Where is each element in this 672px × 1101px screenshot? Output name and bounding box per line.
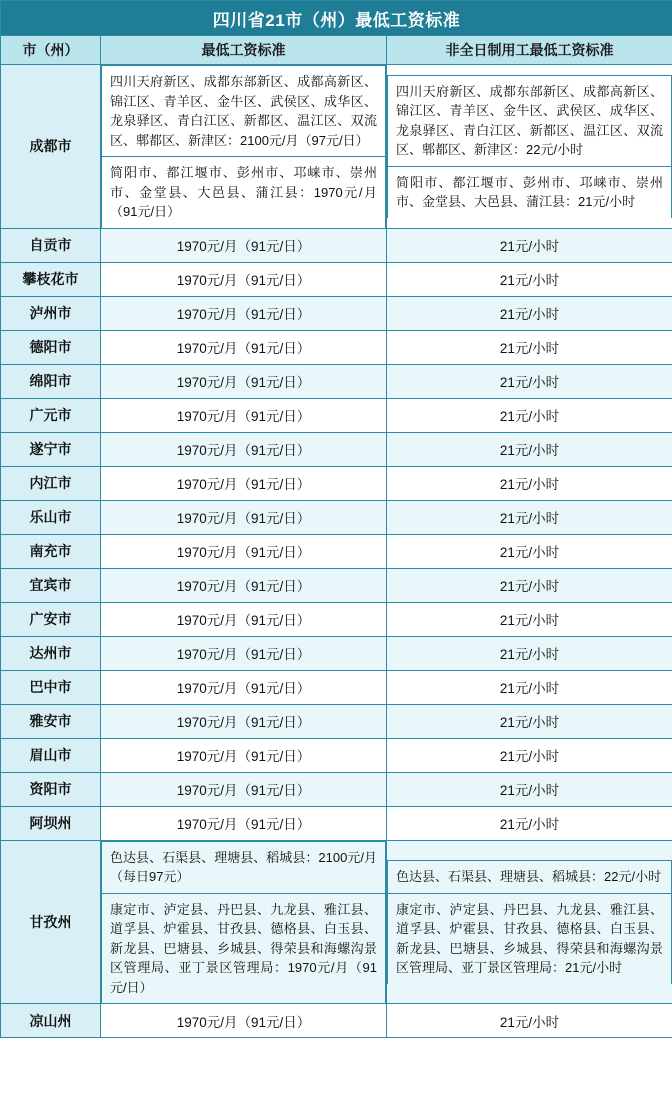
table-row (1, 364, 672, 398)
cell-standard: 1970元/月（91元/日） (101, 466, 387, 500)
cell-city: 泸州市 (1, 296, 101, 330)
table-row (1, 636, 672, 670)
cell-text: 色达县、石渠县、理塘县、稻城县：22元/小时 (396, 869, 662, 884)
cell-text: 简阳市、都江堰市、彭州市、邛崃市、崇州市、金堂县、大邑县、蒲江县：1970元/月（91元/日） (110, 165, 377, 219)
cell-parttime: 21元/小时 (387, 602, 672, 636)
column-header-standard: 最低工资标准 (101, 36, 387, 65)
cell-text: 康定市、泸定县、丹巴县、九龙县、雅江县、道孚县、炉霍县、甘孜县、德格县、白玉县、新龙县、巴塘县、乡城县、得荣县和海螺沟景区管理局、亚丁景区管理局：21元/小时 (396, 901, 664, 975)
column-header-parttime: 非全日制用工最低工资标准 (387, 36, 672, 65)
cell-city: 宜宾市 (1, 568, 101, 602)
cell-text: 色达县、石渠县、理塘县、稻城县：2100元/月（每日97元） (110, 849, 377, 884)
cell-city: 广元市 (1, 398, 101, 432)
cell-city: 成都市 (1, 65, 101, 229)
table-row (1, 296, 672, 330)
table-row (1, 534, 672, 568)
cell-standard: 1970元/月（91元/日） (101, 364, 387, 398)
cell-parttime: 21元/小时 (387, 534, 672, 568)
cell-city: 雅安市 (1, 704, 101, 738)
cell-parttime: 21元/小时 (387, 636, 672, 670)
cell-parttime: 21元/小时 (387, 500, 672, 534)
cell-parttime: 21元/小时 (387, 738, 672, 772)
cell-parttime: 21元/小时 (387, 296, 672, 330)
table-row (1, 840, 672, 1004)
cell-standard: 1970元/月（91元/日） (101, 568, 387, 602)
cell-parttime: 21元/小时 (387, 704, 672, 738)
cell-standard: 1970元/月（91元/日） (101, 636, 387, 670)
cell-standard (101, 840, 387, 1004)
cell-city: 资阳市 (1, 772, 101, 806)
cell-parttime: 21元/小时 (387, 1004, 672, 1038)
cell-parttime: 21元/小时 (387, 772, 672, 806)
cell-city: 内江市 (1, 466, 101, 500)
cell-city: 自贡市 (1, 228, 101, 262)
table-row (1, 262, 672, 296)
cell-standard: 1970元/月（91元/日） (101, 228, 387, 262)
cell-city: 乐山市 (1, 500, 101, 534)
cell-standard: 1970元/月（91元/日） (101, 602, 387, 636)
cell-parttime: 21元/小时 (387, 670, 672, 704)
cell-parttime: 21元/小时 (387, 568, 672, 602)
cell-standard: 1970元/月（91元/日） (101, 534, 387, 568)
cell-standard: 1970元/月（91元/日） (101, 398, 387, 432)
cell-parttime: 21元/小时 (387, 364, 672, 398)
cell-standard: 1970元/月（91元/日） (101, 1004, 387, 1038)
table-row (1, 398, 672, 432)
table-header-row (1, 36, 672, 65)
cell-parttime: 21元/小时 (387, 262, 672, 296)
cell-city: 攀枝花市 (1, 262, 101, 296)
cell-parttime (387, 65, 672, 229)
table-row (1, 228, 672, 262)
table-row (1, 704, 672, 738)
table-row (1, 670, 672, 704)
cell-parttime: 21元/小时 (387, 228, 672, 262)
cell-standard (101, 65, 387, 229)
cell-city: 南充市 (1, 534, 101, 568)
cell-city: 阿坝州 (1, 806, 101, 840)
cell-parttime: 21元/小时 (387, 398, 672, 432)
table-title-row (1, 1, 672, 36)
cell-text: 简阳市、都江堰市、彭州市、邛崃市、崇州市、金堂县、大邑县、蒲江县：21元/小时 (396, 174, 664, 210)
cell-standard: 1970元/月（91元/日） (101, 432, 387, 466)
table-row (1, 65, 672, 229)
cell-text: 康定市、泸定县、丹巴县、九龙县、雅江县、道孚县、炉霍县、甘孜县、德格县、白玉县、新龙县、巴塘县、乡城县、得荣县和海螺沟景区管理局、亚丁景区管理局：1970元/月（91元/日） (110, 901, 377, 995)
cell-city: 遂宁市 (1, 432, 101, 466)
cell-city: 凉山州 (1, 1004, 101, 1038)
cell-standard: 1970元/月（91元/日） (101, 500, 387, 534)
table-row (1, 466, 672, 500)
cell-city: 巴中市 (1, 670, 101, 704)
cell-standard: 1970元/月（91元/日） (101, 772, 387, 806)
table-row (1, 432, 672, 466)
cell-standard: 1970元/月（91元/日） (101, 262, 387, 296)
table-row (1, 738, 672, 772)
cell-city: 达州市 (1, 636, 101, 670)
cell-standard: 1970元/月（91元/日） (101, 738, 387, 772)
table-row (1, 1004, 672, 1038)
table-row (1, 500, 672, 534)
cell-text: 四川天府新区、成都东部新区、成都高新区、锦江区、青羊区、金牛区、武侯区、成华区、龙泉驿区、青白江区、新都区、温江区、双流区、郫都区、新津区：2100元/月（97元/日） (110, 74, 377, 148)
cell-city: 广安市 (1, 602, 101, 636)
table-row (1, 568, 672, 602)
table-row (1, 772, 672, 806)
table-row (1, 330, 672, 364)
cell-parttime (387, 840, 672, 1004)
table-rows (1, 65, 672, 1038)
cell-city: 德阳市 (1, 330, 101, 364)
page-title: 四川省21市（州）最低工资标准 (1, 1, 672, 36)
cell-standard: 1970元/月（91元/日） (101, 704, 387, 738)
cell-city: 眉山市 (1, 738, 101, 772)
cell-standard: 1970元/月（91元/日） (101, 670, 387, 704)
column-header-city: 市（州） (1, 36, 101, 65)
cell-parttime: 21元/小时 (387, 806, 672, 840)
cell-city: 绵阳市 (1, 364, 101, 398)
cell-city: 甘孜州 (1, 840, 101, 1004)
table-row (1, 602, 672, 636)
table-row (1, 806, 672, 840)
cell-parttime: 21元/小时 (387, 466, 672, 500)
cell-parttime: 21元/小时 (387, 432, 672, 466)
cell-standard: 1970元/月（91元/日） (101, 806, 387, 840)
cell-parttime: 21元/小时 (387, 330, 672, 364)
cell-standard: 1970元/月（91元/日） (101, 330, 387, 364)
cell-standard: 1970元/月（91元/日） (101, 296, 387, 330)
cell-text: 四川天府新区、成都东部新区、成都高新区、锦江区、青羊区、金牛区、武侯区、成华区、龙泉驿区、青白江区、新都区、温江区、双流区、郫都区、新津区：22元/小时 (396, 83, 664, 158)
